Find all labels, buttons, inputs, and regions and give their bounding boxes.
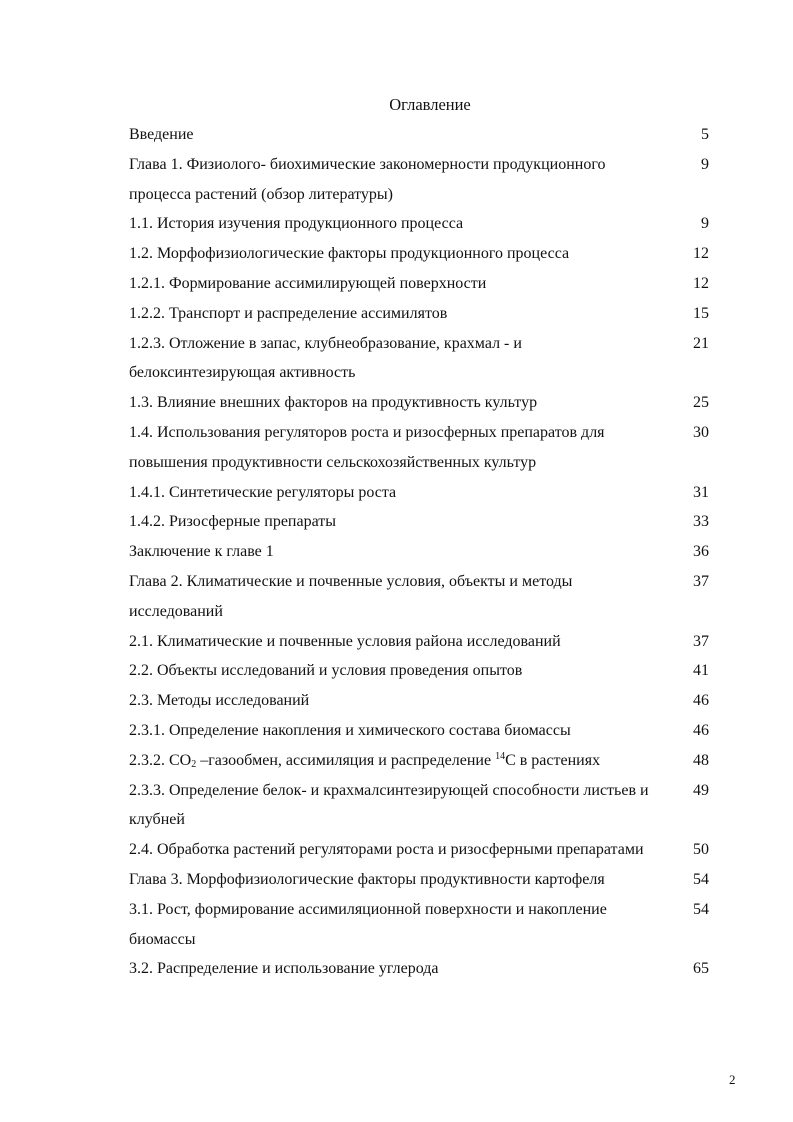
toc-entry-page: 5 [701, 126, 709, 143]
toc-entry-text: 3.1. Рост, формирование ассимиляционной поверхности и накопление биомассы [129, 900, 607, 948]
toc-entry-text: 1.2.1. Формирование ассимилирующей поверхности [129, 274, 487, 292]
toc-entry-page: 9 [701, 155, 709, 173]
toc-entry [129, 299, 709, 329]
toc-entry-page: 12 [693, 245, 709, 263]
toc-entry-text: 2.2. Объекты исследований и условия проведения опытов [129, 662, 523, 680]
toc-entry-text: 1.2. Морфофизиологические факторы продукционного процесса [129, 245, 570, 263]
toc-entry-text [129, 746, 654, 776]
toc-entry [129, 746, 709, 776]
toc-entry [129, 686, 709, 716]
toc-entry [129, 209, 709, 239]
toc-entry-page: 46 [693, 692, 709, 710]
toc-entry-text: 1.3. Влияние внешних факторов на продуктивность культур [129, 394, 538, 412]
toc-entry [129, 150, 709, 210]
toc-entry [129, 656, 709, 686]
toc-entry-text: 1.1. История изучения продукционного процесса [129, 215, 464, 233]
toc-entry [129, 537, 709, 567]
toc-entry-page: 54 [693, 870, 709, 888]
toc-entry [129, 388, 709, 418]
toc-entry-text-part: –газообмен, ассимиляция и распределение [196, 751, 496, 769]
toc-entry-page: 49 [693, 781, 709, 799]
toc-entry-text: 1.4. Использования регуляторов роста и ризосферных препаратов для повышения продуктивности сельскохозяйственных культур [129, 423, 605, 471]
toc-entry-page: 37 [693, 632, 709, 650]
toc-entry [129, 716, 709, 746]
toc-entry-text: 2.3. Методы исследований [129, 692, 310, 710]
toc-entry-text: 1.2.2. Транспорт и распределение ассимилятов [129, 304, 448, 322]
toc-entry [129, 418, 709, 478]
toc-entry-page: 37 [693, 572, 709, 590]
page-number: 2 [729, 1072, 736, 1087]
toc-entry [129, 239, 709, 269]
toc-entry [129, 269, 709, 299]
toc-entry [129, 627, 709, 657]
toc-entry [129, 895, 709, 955]
toc-entry [129, 835, 709, 865]
toc-entry-text: 2.1. Климатические и почвенные условия района исследований [129, 632, 561, 650]
superscript: 14 [495, 750, 506, 762]
toc-entry-text: 2.4. Обработка растений регуляторами роста и ризосферными препаратами [129, 841, 644, 859]
toc-entry-page: 65 [693, 960, 709, 978]
toc-entry [129, 507, 709, 537]
toc-entry-text-part: 2.3.2. CO [129, 751, 192, 769]
subscript: 2 [191, 758, 197, 770]
toc-entry-page: 25 [693, 394, 709, 412]
toc-entry-text: 2.3.1. Определение накопления и химического состава биомассы [129, 721, 571, 739]
toc-entry-page: 48 [693, 751, 709, 769]
toc-entry-page: 30 [693, 423, 709, 441]
toc-entry-page: 12 [693, 274, 709, 292]
toc-title: Оглавление [389, 95, 471, 114]
toc-entry-page: 31 [693, 483, 709, 501]
toc-entry [129, 954, 709, 984]
toc-entry-page: 50 [693, 841, 709, 859]
toc-entry [129, 478, 709, 508]
toc-entry-page: 41 [693, 662, 709, 680]
toc-entry-text: Глава 1. Физиолого- биохимические закономерности продукционного процесса растений (обзор литературы) [129, 155, 606, 203]
toc-entry-text: 1.4.2. Ризосферные препараты [129, 513, 337, 531]
toc-entry-page: 54 [693, 900, 709, 918]
toc-entry [129, 865, 709, 895]
toc-entry [129, 567, 709, 627]
toc-entry [129, 329, 709, 389]
toc-entry-page: 46 [693, 721, 709, 739]
toc-entry-text-part: C в растениях [505, 751, 601, 769]
toc-entry-page: 9 [701, 215, 709, 233]
table-of-contents [129, 120, 709, 984]
toc-entry-text: 1.2.3. Отложение в запас, клубнеобразование, крахмал - и белоксинтезирующая активность [129, 334, 522, 382]
toc-entry-page: 33 [693, 513, 709, 531]
toc-entry [129, 776, 709, 836]
toc-entry-text: 3.2. Распределение и использование углерода [129, 960, 439, 978]
toc-entry-page: 15 [693, 304, 709, 322]
toc-entry-text: Заключение к главе 1 [129, 543, 274, 561]
toc-entry-text: 2.3.3. Определение белок- и крахмалсинтезирующей способности листьев и клубней [129, 781, 649, 829]
toc-entry-page: 36 [693, 543, 709, 561]
toc-entry-text: Глава 3. Морфофизиологические факторы продуктивности картофеля [129, 870, 605, 888]
toc-entry-page: 21 [693, 334, 709, 352]
toc-entry-text: Глава 2. Климатические и почвенные условия, объекты и методы исследований [129, 572, 573, 620]
toc-entry [129, 120, 709, 150]
toc-entry-text: Введение [129, 126, 194, 143]
toc-entry-text: 1.4.1. Синтетические регуляторы роста [129, 483, 397, 501]
